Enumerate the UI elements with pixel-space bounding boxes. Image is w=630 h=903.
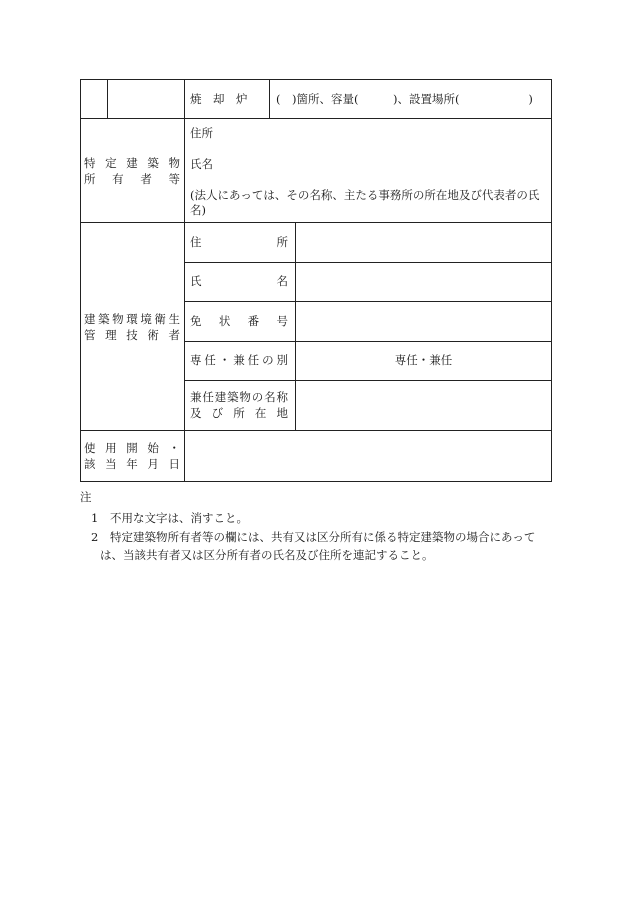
row-divider xyxy=(80,430,552,431)
technician-address-label: 住 所 xyxy=(190,235,288,249)
other-building-label-line2: 及び所在地 xyxy=(190,406,288,420)
employment-type-label: 専任・兼任の別 xyxy=(190,353,288,367)
column-divider xyxy=(184,79,185,481)
owner-label-line1: 特定建築物 xyxy=(84,156,180,170)
note-1-number: 1 xyxy=(91,511,99,525)
employment-type-value: 専任・兼任 xyxy=(394,353,453,367)
incinerator-label xyxy=(190,91,262,107)
table-border-bottom xyxy=(80,481,552,482)
note-2-text-line2: は、当該共有者又は区分所有者の氏名及び住所を連記すること。 xyxy=(100,548,434,562)
start-date-label-line2: 該当年月日 xyxy=(84,457,180,471)
technician-name-label: 氏 名 xyxy=(190,274,288,288)
note-2-number: 2 xyxy=(91,530,99,544)
table-border-left xyxy=(80,79,81,482)
start-date-label-line1: 使用開始・ xyxy=(84,441,180,455)
owner-note-line2: 名) xyxy=(190,203,206,217)
column-divider xyxy=(269,79,270,119)
other-building-label-line1: 兼任建築物の名称 xyxy=(190,390,288,404)
technician-license-label: 免 状 番 号 xyxy=(190,314,288,328)
owner-name-label: 氏名 xyxy=(190,157,213,171)
owner-label-line2: 所 有 者 等 xyxy=(84,172,180,186)
note-2-text-line1: 特定建築物所有者等の欄には、共有又は区分所有に係る特定建築物の場合にあって xyxy=(110,530,536,544)
row-divider xyxy=(184,380,552,381)
technician-label-line2: 管理技術者 xyxy=(84,328,180,342)
technician-label-line1: 建築物環境衛生 xyxy=(84,312,180,326)
row-divider xyxy=(184,262,552,263)
row-divider xyxy=(184,301,552,302)
owner-note-line1: (法人にあっては、その名称、主たる事務所の所在地及び代表者の氏 xyxy=(190,188,540,202)
incinerator-value: ( )箇所、容量( )、設置場所( ) xyxy=(276,92,533,106)
table-border-top xyxy=(80,79,552,80)
notes-heading: 注 xyxy=(80,490,92,504)
column-divider xyxy=(295,222,296,430)
table-border-right xyxy=(551,79,552,482)
column-divider xyxy=(107,79,108,119)
row-divider xyxy=(184,341,552,342)
incinerator-label-text: 焼 却 炉 xyxy=(190,92,248,106)
row-divider xyxy=(80,222,552,223)
note-1-text: 不用な文字は、消すこと。 xyxy=(110,511,248,525)
row-divider xyxy=(80,118,552,119)
owner-address-label: 住所 xyxy=(190,126,213,140)
